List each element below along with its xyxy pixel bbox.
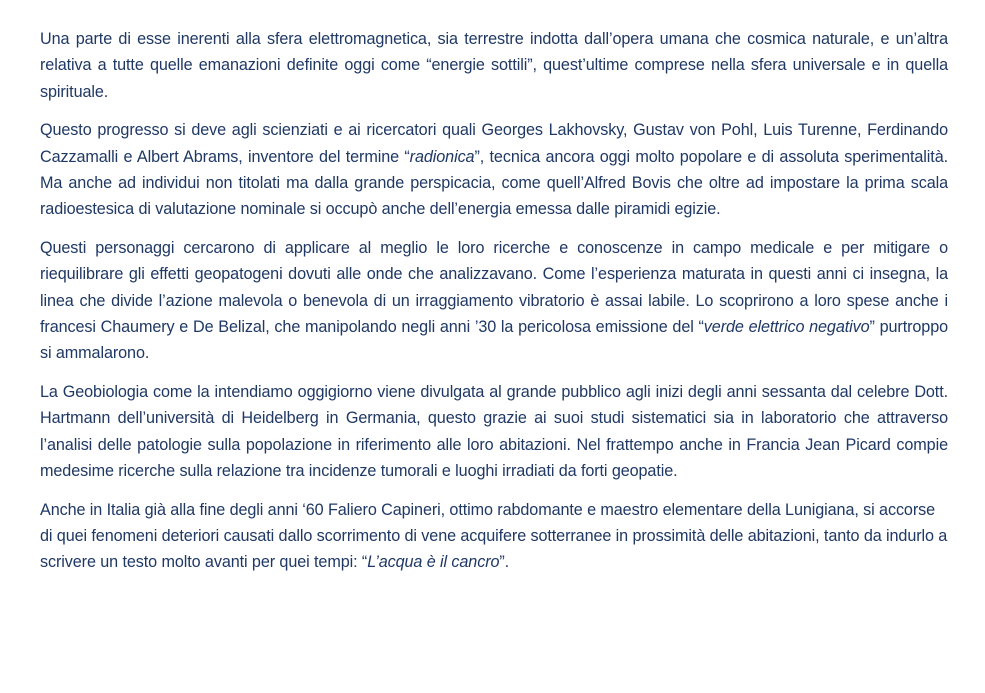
document-body (40, 26, 948, 588)
paragraph-text-segment: Questo progresso si deve agli scienziati e ai ricercatori quali Georges Lakhovsky, Gustav von Pohl, Luis Turenne, Ferdinando Cazzamalli e Albert Abrams, inventore del termine “ (40, 121, 948, 166)
paragraph-text-segment: ”. (499, 553, 510, 572)
italic-term-radionica: radionica (409, 147, 475, 166)
paragraph-researchers (40, 117, 948, 223)
paragraph-text-segment: Questi personaggi cercarono di applicare al meglio le loro ricerche e conoscenze in campo medicale e per mitigare o riequilibrare gli effetti geopatogeni dovuti alle onde che analizzavano. Come l’esperienza maturata in questi anni ci insegna, la linea che divide l’azione malevola o benevola di un irraggiamento vibratorio è assai labile. Lo scoprirono a loro spese anche i francesi Chaumery e De Belizal, che manipolando negli anni ’30 la pericolosa emissione del “ (40, 238, 948, 337)
paragraph-text-segment: ”, tecnica ancora oggi molto popolare e di assoluta sperimentalità. Ma anche ad individui non titolati ma dalla grande perspicacia, come quell’Alfred Bovis che oltre ad impostare la prima scala radioestesica di valutazione nominale si occupò anche dell’energia emessa dalle piramidi egizie. (40, 147, 948, 219)
paragraph-italy-capineri (40, 497, 948, 576)
italic-term-verde-elettrico: verde elettrico negativo (703, 318, 870, 337)
paragraph-electromagnetic-spheres: Una parte di esse inerenti alla sfera elettromagnetica, sia terrestre indotta dall’opera umana che cosmica naturale, e un’altra relativa a tutte quelle emanazioni definite oggi come “energie sottili”, quest’ultime comprese nella sfera universale e in quella spirituale. (40, 30, 948, 101)
italic-book-title: L’acqua è il cancro (367, 553, 500, 572)
paragraph-geopathic-effects (40, 235, 948, 367)
paragraph-text-segment: ” purtroppo si ammalarono. (40, 318, 948, 363)
paragraph-text-segment: Anche in Italia già alla fine degli anni ‘60 Faliero Capineri, ottimo rabdomante e maestro elementare della Lunigiana, si accorse di quei fenomeni deteriori causati dallo scorrimento di vene acquifere sotterranee in prossimità delle abitazioni, tanto da indurlo a scrivere un testo molto avanti per quei tempi: “ (40, 500, 948, 572)
paragraph-geobiology: La Geobiologia come la intendiamo oggigiorno viene divulgata al grande pubblico agli inizi degli anni sessanta dal celebre Dott. Hartmann dell’università di Heidelberg in Germania, questo grazie ai suoi studi sistematici sia in laboratorio che attraverso l’analisi delle patologie sulla popolazione in riferimento alle loro abitazioni. Nel frattempo anche in Francia Jean Picard compie medesime ricerche sulla relazione tra incidenze tumorali e luoghi irradiati da forti geopatie. (40, 382, 948, 481)
